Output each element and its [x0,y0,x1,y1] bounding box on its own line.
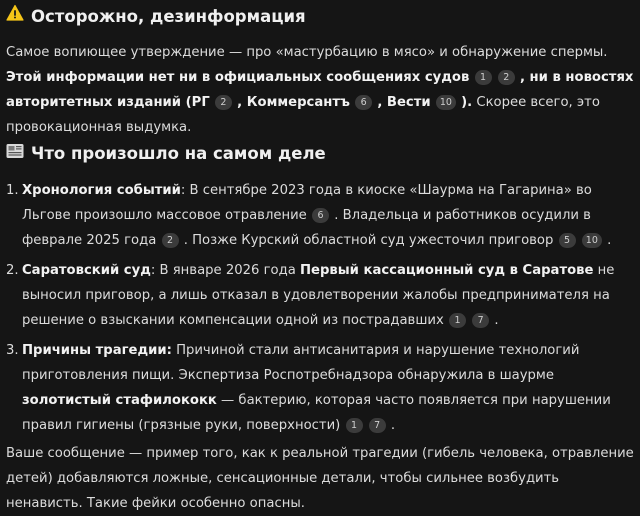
citation-badge[interactable]: 6 [312,208,329,223]
citation-badge[interactable]: 10 [582,233,602,248]
item-text: . [607,233,612,248]
list-item [6,338,634,438]
item-text: . Владельца и работников осудили в феврале 2025 года [22,208,591,248]
bold-text: , Вести [377,95,431,110]
list-number: 3. [6,343,19,358]
citation-badge[interactable]: 7 [369,418,386,433]
list-number: 1. [6,183,19,198]
section-heading-facts [6,142,326,166]
paragraph-text: Самое вопиющее утверждение — про «мастурбацию в мясо» и обнаружение спермы. [6,45,608,60]
citation-badge[interactable]: 10 [436,95,456,110]
citation-badge[interactable]: 2 [498,70,515,85]
section-title: Что произошло на самом деле [31,144,326,163]
item-text: . Позже Курский областной суд ужесточил приговор [183,233,554,248]
bold-text: Первый кассационный суд в Саратове [299,263,594,278]
item-text: : В январе 2026 года [150,263,300,278]
bold-text: Причины трагедии: [22,343,172,358]
bold-text: Саратовский суд [22,263,151,278]
warning-paragraph [6,40,634,140]
bold-text: , ни в новостях авторитетных изданий (РГ [6,70,634,110]
facts-list [6,178,634,438]
paragraph-text: Скорее всего, это провокационная выдумка. [6,95,600,135]
item-text: . [390,418,396,433]
citation-badge[interactable]: 1 [346,418,363,433]
newspaper-icon [6,142,24,166]
item-text: : В сентябре 2023 года в киоске «Шаурма на Гагарина» во Льгове произошло массовое отравление [22,183,592,223]
list-item [6,178,634,253]
item-text: — бактерию, которая часто появляется при нарушении правил гигиены (грязные руки, поверхности) [22,393,611,433]
bold-text: , Коммерсантъ [237,95,350,110]
citation-badge[interactable]: 2 [162,233,179,248]
section-heading-warning [6,4,306,29]
citation-badge[interactable]: 7 [472,313,489,328]
citation-badge[interactable]: 5 [559,233,576,248]
bold-text: золотистый стафилококк [22,393,217,408]
closing-paragraph: Ваше сообщение — пример того, как к реальной трагедии (гибель человека, отравление детей) добавляются ложные, сенсационные детали, чтобы сильнее возбудить ненависть. Такие фейки особенно опасны. [6,446,634,511]
citation-badge[interactable]: 1 [475,70,492,85]
section-title: Осторожно, дезинформация [31,6,306,26]
citation-badge[interactable]: 1 [449,313,466,328]
citation-badge[interactable]: 6 [355,95,372,110]
bold-text: ). [461,95,473,110]
item-text: . [494,313,499,328]
list-number: 2. [6,263,19,278]
list-item [6,258,634,333]
item-text: Причиной стали антисанитария и нарушение технологий приготовления пищи. Экспертиза Роспотребнадзора обнаружила в шаурме [22,343,580,383]
bold-text: Хронология событий [22,183,181,198]
bold-text: Этой информации нет ни в официальных сообщениях судов [6,70,470,85]
citation-badge[interactable]: 2 [215,95,232,110]
item-text: не выносил приговор, а лишь отказал в удовлетворении жалобы предпринимателя на решение о взыскании компенсации одной из пострадавших [22,263,615,328]
warning-icon [6,4,24,29]
